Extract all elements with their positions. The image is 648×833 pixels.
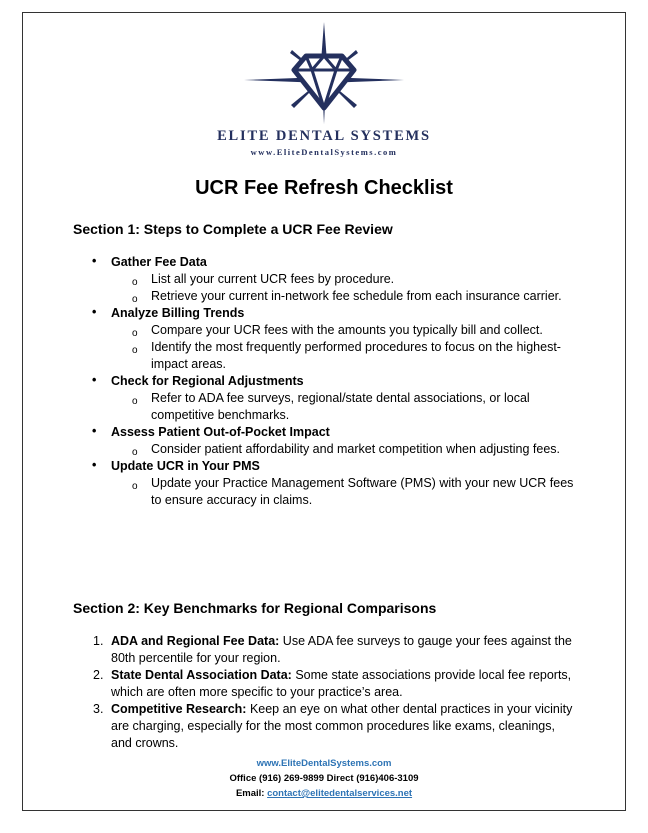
footer-email-label: Email: [235,788,268,799]
benchmark-list [0,633,648,752]
circle-bullet-icon: o [132,447,138,458]
page-title: UCR Fee Refresh Checklist [195,177,453,199]
checklist-steps [0,254,648,509]
list-item [0,373,648,390]
sub-item: o Identify the most frequently performed procedures to focus on the highest-impact areas. [132,340,561,371]
list-item [0,305,648,322]
sub-item: o Consider patient affordability and market competition when adjusting fees. [0,441,648,458]
footer-website-link[interactable]: www.EliteDentalSystems.com [256,758,392,769]
bullet-icon: • [92,424,97,438]
item-number: 2. [93,668,104,682]
brand-name: ELITE DENTAL SYSTEMS [217,128,431,144]
list-item [0,701,648,752]
sub-item: o Retrieve your current in-network fee schedule from each insurance carrier. [0,288,648,305]
diamond-star-logo-icon [244,22,404,124]
sub-item: o List all your current UCR fees by procedure. [0,271,648,288]
item-number: 3. [93,702,104,716]
circle-bullet-icon: o [132,345,138,356]
step-label: Analyze Billing Trends [111,306,245,320]
brand-url: www.EliteDentalSystems.com [250,147,398,157]
bullet-icon: • [92,373,97,387]
step-label: Update UCR in Your PMS [111,459,260,473]
footer-email-line [0,786,648,801]
footer [0,756,648,801]
circle-bullet-icon: o [132,396,138,407]
bullet-icon: • [92,458,97,472]
item-text: Some state associations provide local fee reports, which are often more specific to your practice’s area. [111,668,572,699]
bullet-icon: • [92,254,97,268]
item-number: 1. [93,634,104,648]
list-item [0,254,648,271]
section-2-heading: Section 2: Key Benchmarks for Regional Comparisons [73,600,437,616]
circle-bullet-icon: o [132,328,138,339]
item-label: ADA and Regional Fee Data: [111,634,280,648]
footer-email-link[interactable]: contact@elitedentalservices.net [267,788,413,799]
item-text: Use ADA fee surveys to gauge your fees against the 80th percentile for your region. [111,634,572,665]
list-item [0,458,648,475]
list-item [0,667,648,701]
step-label: Check for Regional Adjustments [111,374,304,388]
sub-item: o Update your Practice Management Software (PMS) with your new UCR fees to ensure accuracy in claims. [132,476,574,507]
list-item [0,424,648,441]
bullet-icon: • [92,305,97,319]
step-label: Assess Patient Out-of-Pocket Impact [111,425,330,439]
sub-item: o Compare your UCR fees with the amounts you typically bill and collect. [0,322,648,339]
section-1-heading: Section 1: Steps to Complete a UCR Fee Review [73,221,393,237]
circle-bullet-icon: o [132,277,138,288]
logo [0,22,648,157]
step-label: Gather Fee Data [111,255,207,269]
footer-phones: Office (916) 269-9899 Direct (916)406-3109 [229,773,419,784]
item-label: State Dental Association Data: [111,668,292,682]
item-text: Keep an eye on what other dental practices in your vicinity are charging, especially for the most common procedures like exams, cleanings, and crowns. [111,702,573,750]
circle-bullet-icon: o [132,481,138,492]
list-item [0,633,648,667]
sub-item: o Refer to ADA fee surveys, regional/state dental associations, or local competitive benchmarks. [132,391,530,422]
item-label: Competitive Research: [111,702,247,716]
circle-bullet-icon: o [132,294,138,305]
